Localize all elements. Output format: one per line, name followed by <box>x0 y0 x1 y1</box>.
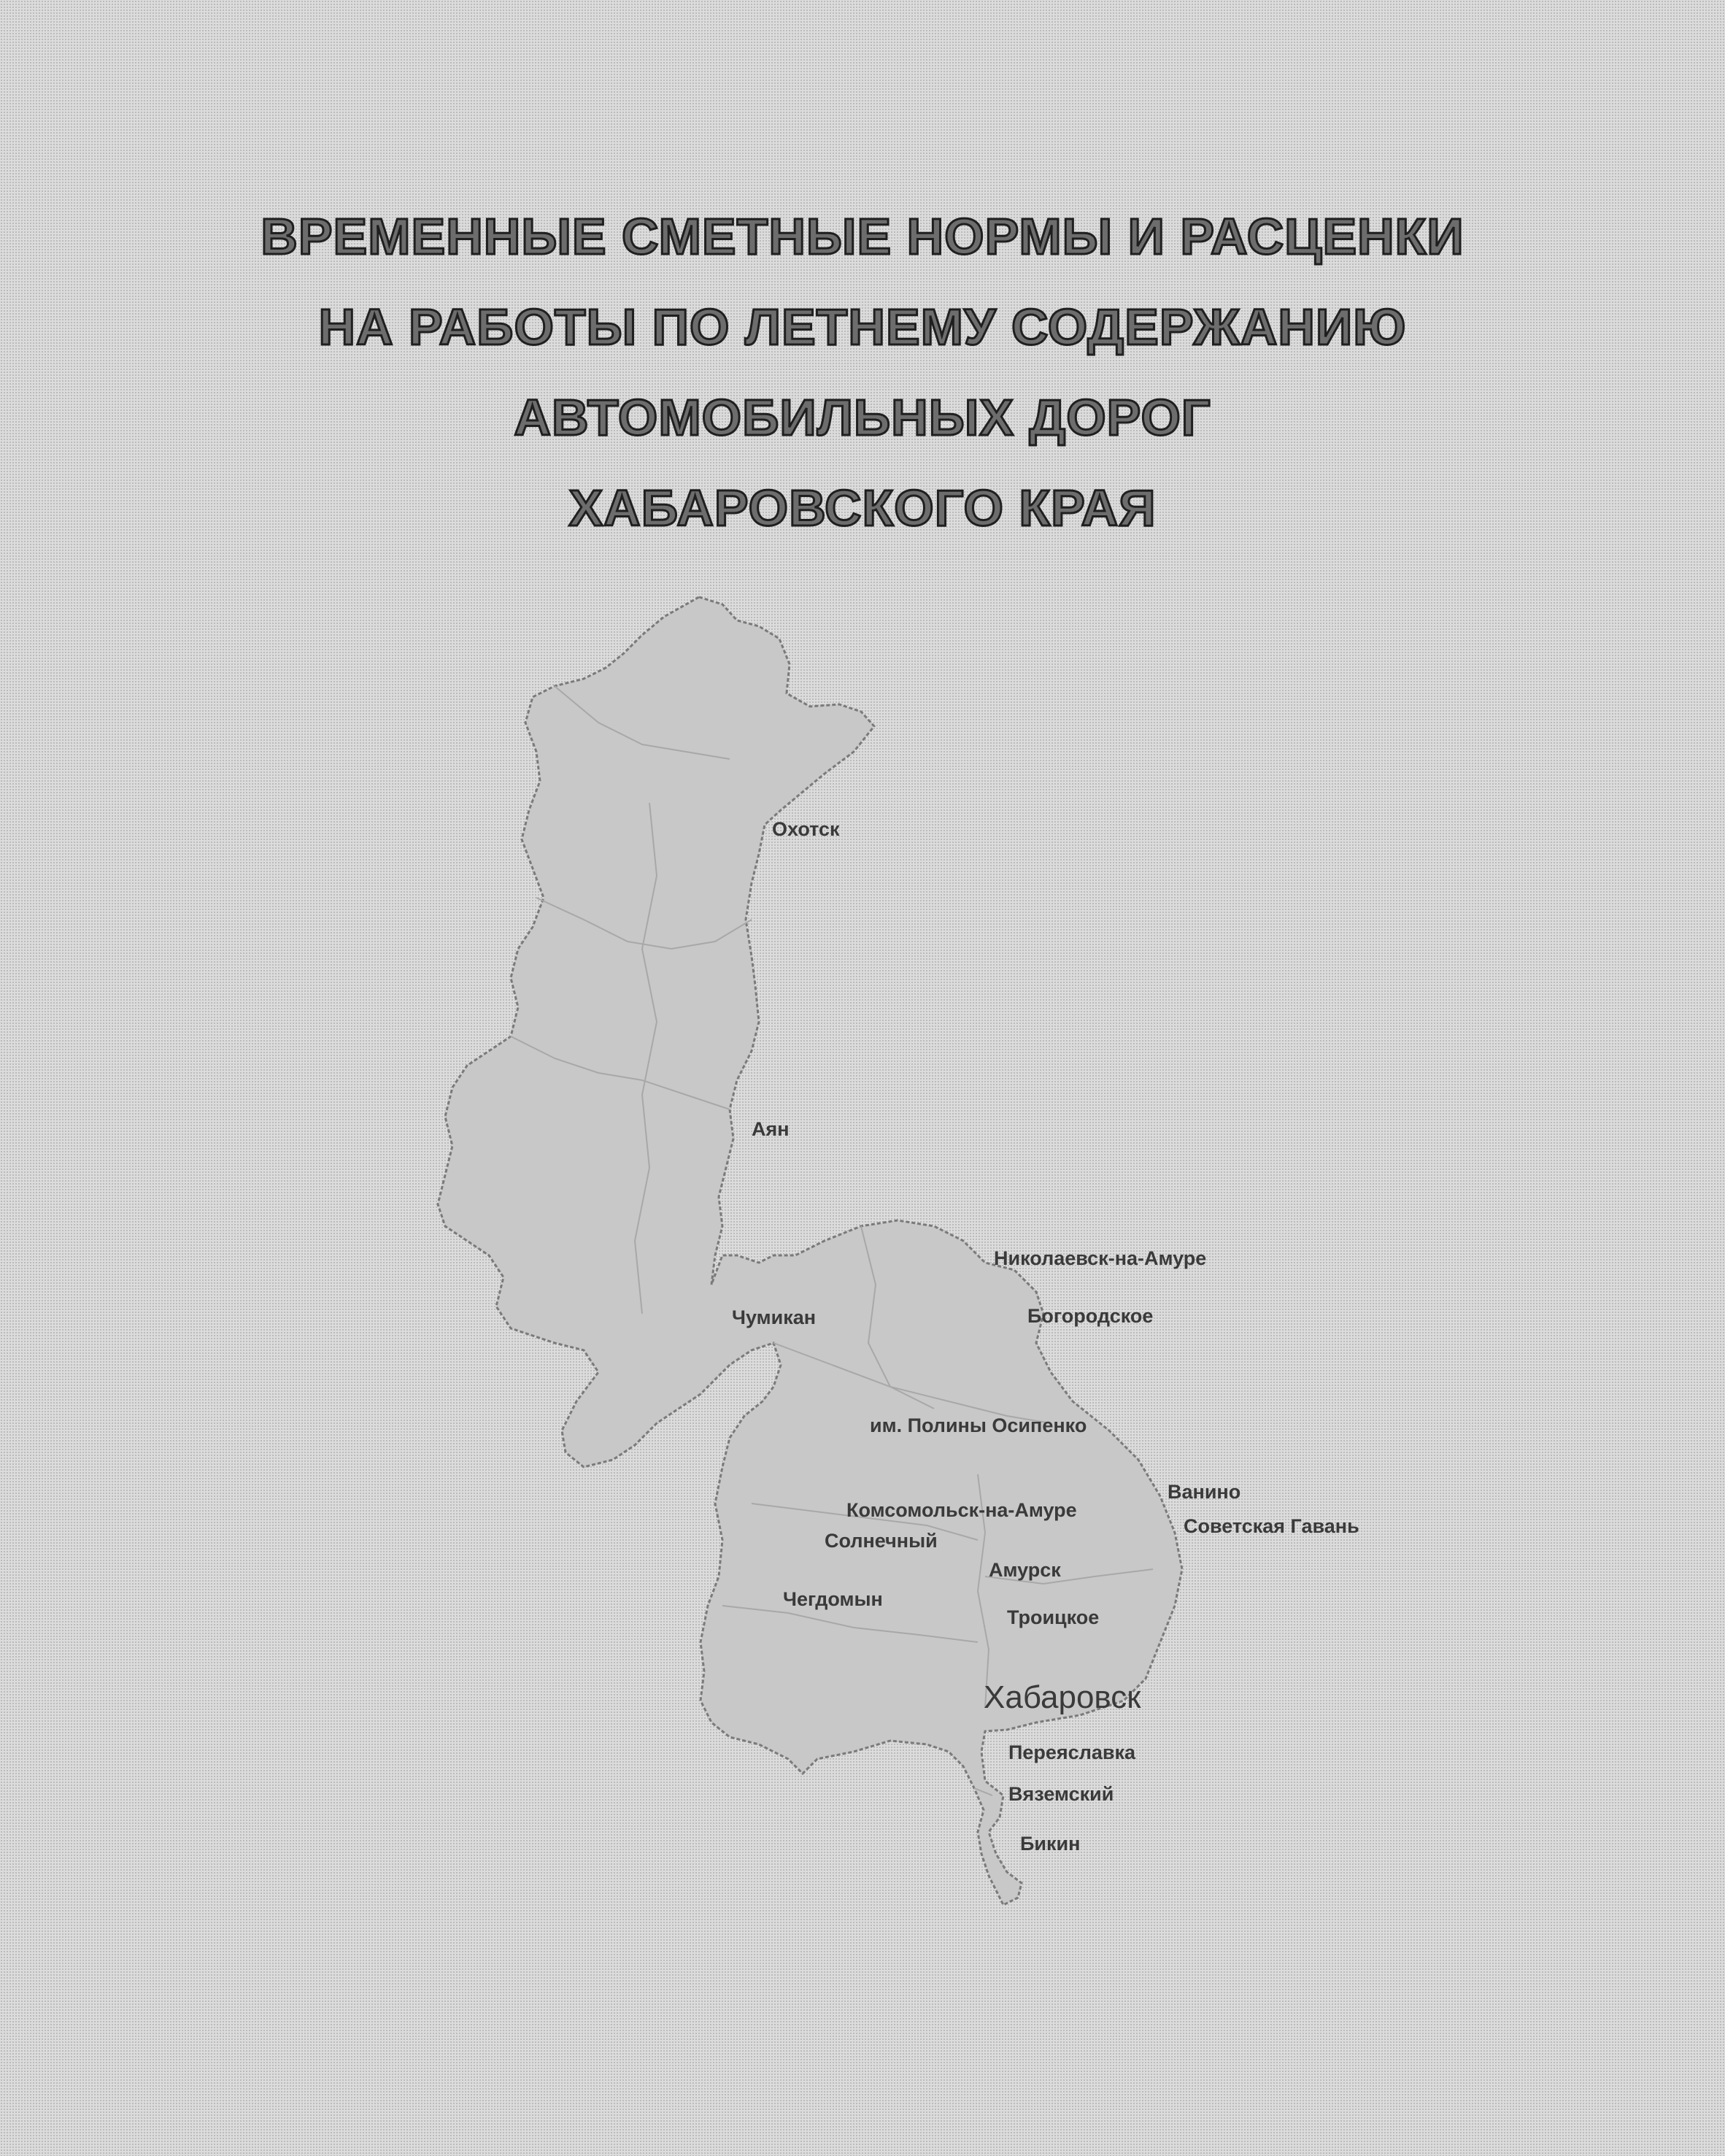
city-label-bogorodskoe: Богородское <box>1027 1305 1154 1327</box>
city-label-bikin: Бикин <box>1020 1833 1081 1855</box>
title-line-1: ВРЕМЕННЫЕ СМЕТНЫЕ НОРМЫ И РАСЦЕНКИ <box>261 208 1464 265</box>
city-label-chegdomyn: Чегдомын <box>783 1588 883 1610</box>
city-label-polina-osipenko: им. Полины Осипенко <box>870 1414 1087 1436</box>
city-label-vyazemsky: Вяземский <box>1008 1783 1114 1805</box>
city-label-ayan: Аян <box>752 1118 790 1140</box>
city-label-solnechny: Солнечный <box>825 1530 938 1552</box>
city-label-amursk: Амурск <box>989 1559 1061 1581</box>
city-label-khabarovsk: Хабаровск <box>984 1679 1141 1715</box>
city-label-nikolaevsk: Николаевск-на-Амуре <box>994 1247 1207 1269</box>
city-label-sovetskaya-gavan: Советская Гавань <box>1184 1515 1359 1537</box>
city-label-troitskoe: Троицкое <box>1007 1606 1100 1628</box>
city-label-okhotsk: Охотск <box>772 818 840 840</box>
city-label-vanino: Ванино <box>1168 1481 1241 1503</box>
city-label-pereyaslavka: Переяславка <box>1008 1741 1135 1763</box>
title-line-2: НА РАБОТЫ ПО ЛЕТНЕМУ СОДЕРЖАНИЮ <box>318 299 1407 355</box>
city-label-komsomolsk: Комсомольск-на-Амуре <box>846 1499 1077 1521</box>
title-line-3: АВТОМОБИЛЬНЫХ ДОРОГ <box>514 389 1211 446</box>
title-line-4: ХАБАРОВСКОГО КРАЯ <box>568 480 1157 536</box>
city-label-chumikan: Чумикан <box>732 1306 817 1328</box>
